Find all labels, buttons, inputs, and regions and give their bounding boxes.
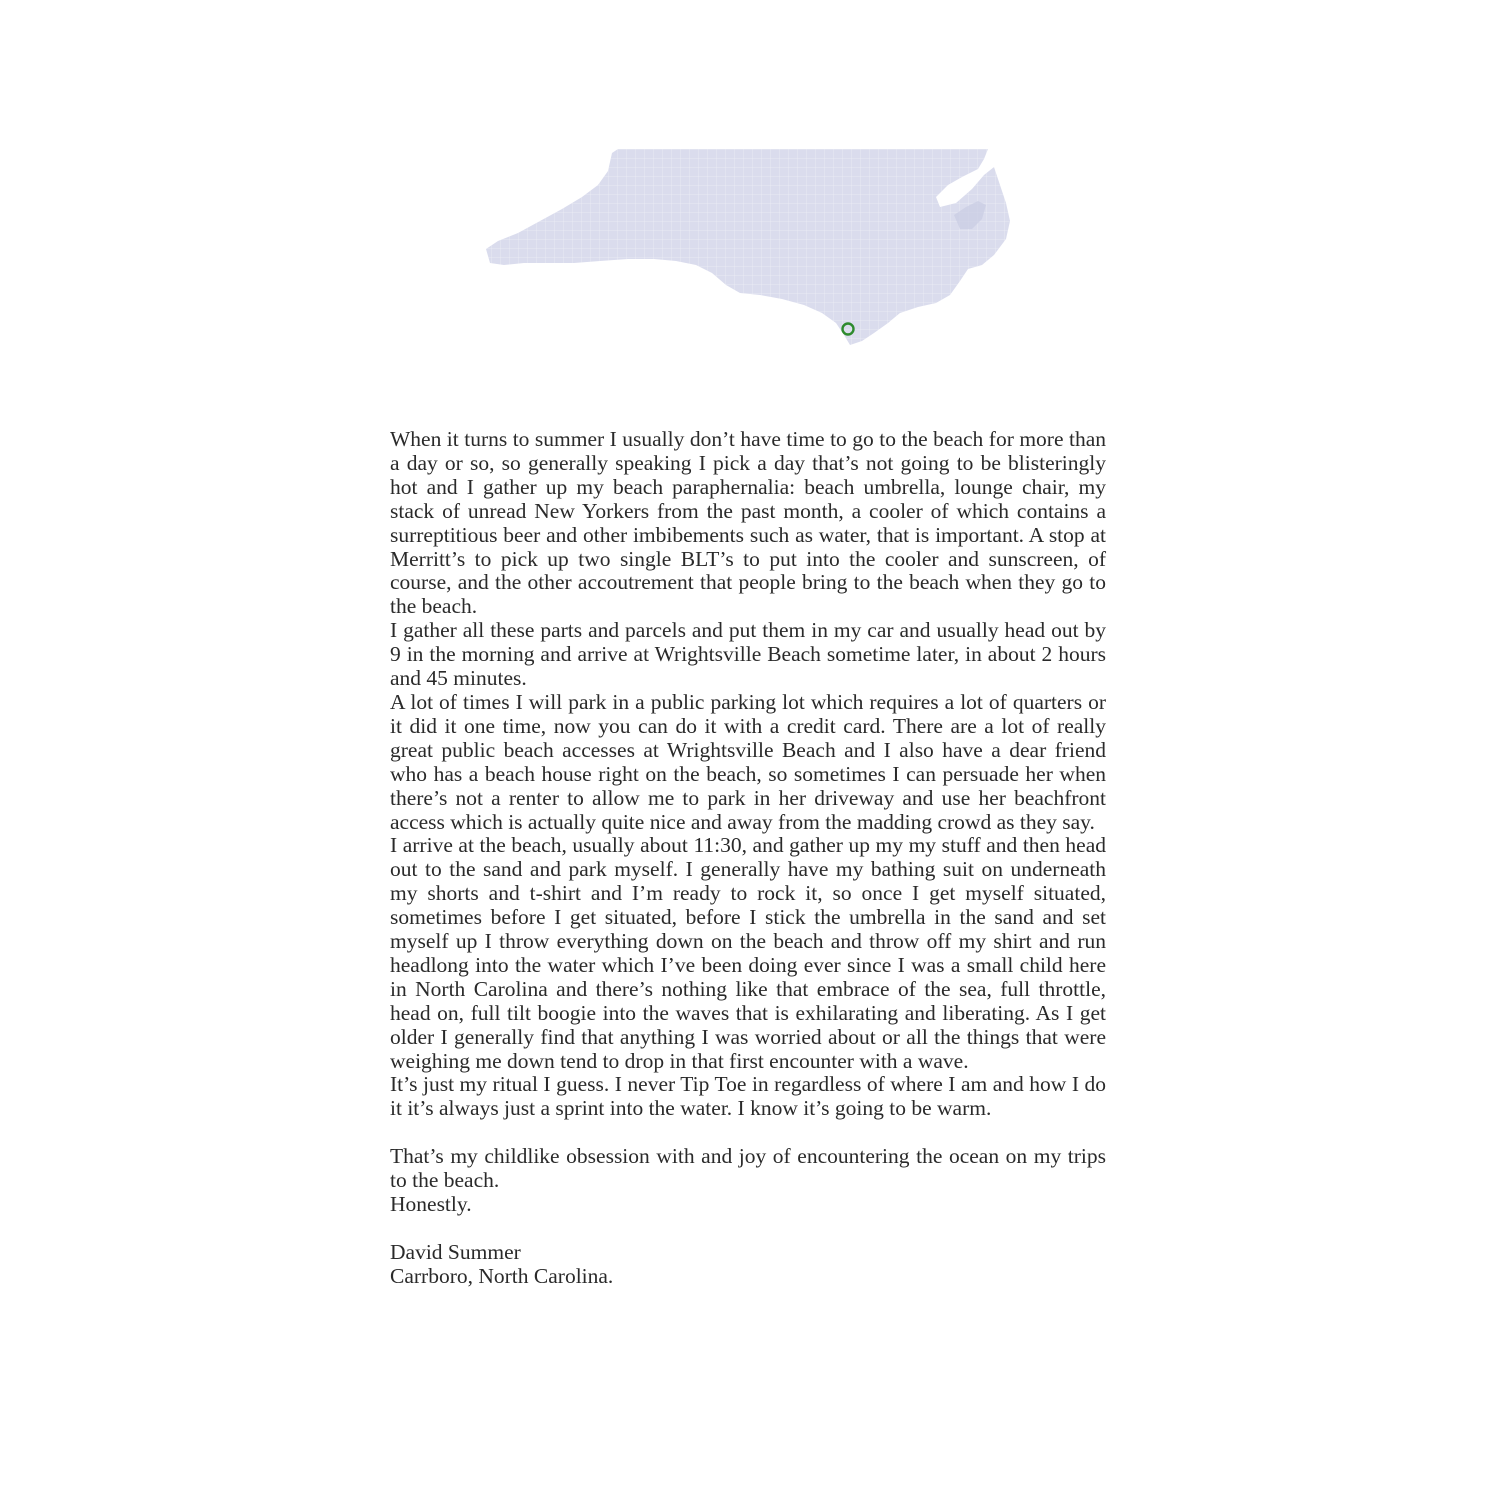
closing: Honestly.	[390, 1191, 472, 1216]
signature-name: David Summer	[390, 1239, 521, 1264]
paragraph: When it turns to summer I usually don’t have time to go to the beach for more than a day or so, so generally speaking I pick a day that’s not going to be blisteringly hot and I gather up my beach paraphernalia: beach umbrella, lounge chair, my stack of unread New Yorkers from the past month, a cooler of which contains a surreptitious beer and other imbibements such as water, that is important. A stop at Merritt’s to pick up two single BLT’s to put into the cooler and sunscreen, of course, and the other accoutrement that people bring to the beach when they go to the beach.	[390, 427, 1106, 619]
paragraph: I gather all these parts and parcels and put them in my car and usually head out by 9 in the morning and arrive at Wrightsville Beach sometime later, in about 2 hours and 45 minutes.	[390, 618, 1106, 691]
north-carolina-map	[478, 145, 1014, 355]
signature-place: Carrboro, North Carolina.	[390, 1263, 614, 1288]
paragraph: It’s just my ritual I guess. I never Tip Toe in regardless of where I am and how I do it it’s always just a sprint into the water. I know it’s going to be warm.	[390, 1072, 1106, 1121]
letter-body	[390, 428, 1106, 1289]
north-carolina-map-icon	[478, 145, 1014, 355]
paragraph: A lot of times I will park in a public parking lot which requires a lot of quarters or it did it one time, now you can do it with a credit card. There are a lot of really great public beach accesses at Wrightsville Beach and I also have a dear friend who has a beach house right on the beach, so sometimes I can persuade her when there’s not a renter to allow me to park in her driveway and use her beachfront access which is actually quite nice and away from the madding crowd as they say.	[390, 689, 1106, 834]
paragraph: That’s my childlike obsession with and joy of encountering the ocean on my trips to the beach.	[390, 1144, 1106, 1193]
paragraph: I arrive at the beach, usually about 11:30, and gather up my my stuff and then head out to the sand and park myself. I generally have my bathing suit on underneath my shorts and t-shirt and I’m ready to rock it, so once I get myself situated, sometimes before I get situated, before I stick the umbrella in the sand and set myself up I throw everything down on the beach and throw off my shirt and run headlong into the water which I’ve been doing ever since I was a small child here in North Carolina and there’s nothing like that embrace of the sea, full throttle, head on, full tilt boogie into the waves that is exhilarating and liberating. As I get older I generally find that anything I was worried about or all the things that were weighing me down tend to drop in that first encounter with a wave.	[390, 833, 1106, 1073]
